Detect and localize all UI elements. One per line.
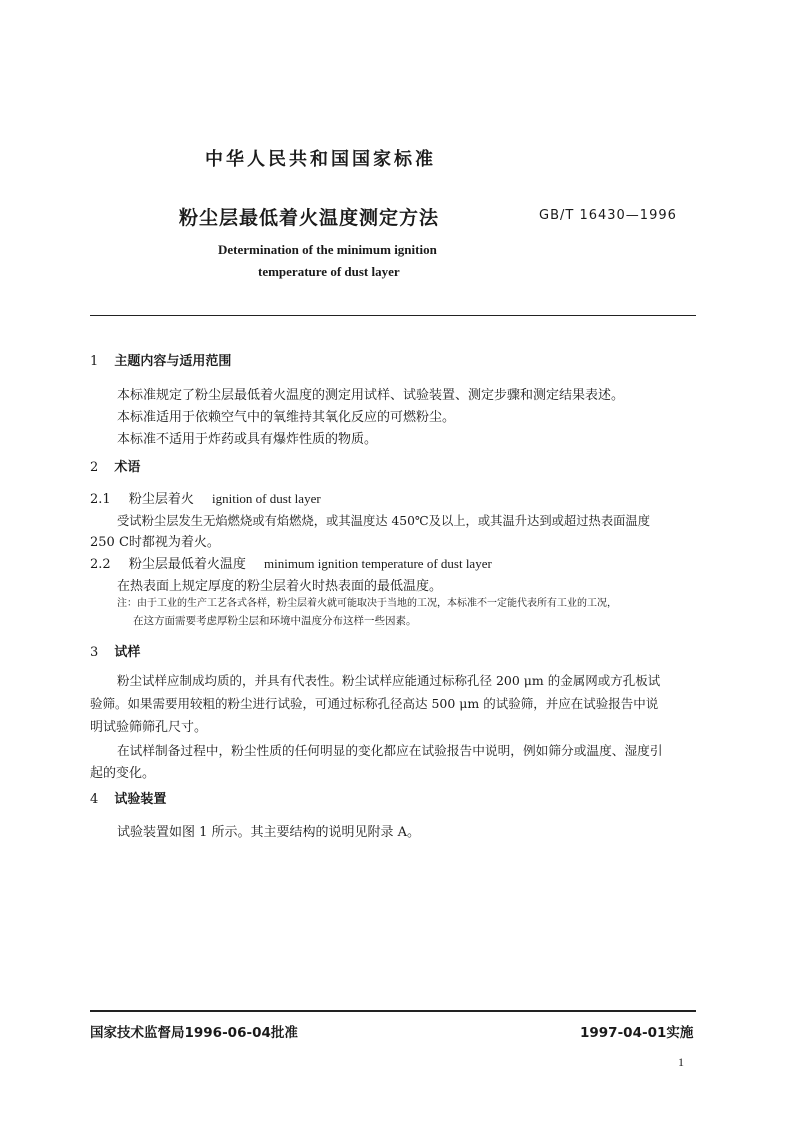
section-3-p2-line1: 在试样制备过程中，粉尘性质的任何明显的变化都应在试验报告中说明，例如筛分或温度、湿度引 [117, 743, 663, 758]
effective-date: 1997-04-01实施 [580, 1025, 694, 1041]
term-en: ignition of dust layer [211, 491, 321, 506]
section-title: 主题内容与适用范围 [114, 354, 232, 369]
footer-divider [90, 1010, 696, 1012]
section-3-heading [90, 641, 140, 660]
section-3-p2-line2: 起的变化。 [90, 766, 156, 781]
term-2-1-definition-line2: 250 C时都视为着火。 [90, 535, 220, 550]
section-title: 术语 [114, 460, 141, 475]
term-cn: 粉尘层着火 [128, 492, 194, 507]
section-number: 3 [90, 645, 99, 660]
term-cn: 粉尘层最低着火温度 [128, 557, 246, 572]
section-4-text: 试验装置如图 1 所示。其主要结构的说明见附录 A。 [117, 825, 421, 840]
national-standard-heading: 中华人民共和国国家标准 [205, 149, 436, 170]
term-2-2 [90, 553, 492, 572]
section-1-heading [90, 350, 231, 369]
header-divider [90, 315, 696, 316]
note-line1: 注：由于工业的生产工艺各式各样，粉尘层着火就可能取决于当地的工况，本标准不一定能代表所有工业的工况， [117, 598, 617, 609]
section-1-line-3: 本标准不适用于炸药或具有爆炸性质的物质。 [117, 432, 378, 447]
section-number: 4 [90, 792, 99, 807]
section-number: 1 [90, 354, 99, 369]
section-3-p1-line3: 明试验筛筛孔尺寸。 [90, 720, 208, 735]
section-2-heading [90, 456, 140, 475]
section-3-p1-line1: 粉尘试样应制成均质的，并具有代表性。粉尘试样应能通过标称孔径 200 μm 的金属网或方孔板试 [117, 673, 661, 688]
section-title: 试验装置 [114, 792, 167, 807]
term-2-1 [90, 488, 321, 507]
section-title: 试样 [114, 645, 141, 660]
page-number: 1 [678, 1055, 684, 1069]
term-en: minimum ignition temperature of dust layer [263, 556, 492, 571]
document-title-cn: 粉尘层最低着火温度测定方法 [179, 207, 440, 229]
section-3-p1-line2: 验筛。如果需要用较粗的粉尘进行试验，可通过标称孔径高达 500 μm 的试验筛，并应在试验报告中说 [90, 696, 659, 711]
note-line2: 在这方面需要考虑厚粉尘层和环境中温度分布这样一些因素。 [133, 615, 417, 627]
approval-date: 国家技术监督局1996-06-04批准 [90, 1025, 298, 1041]
section-number: 2 [90, 460, 99, 475]
section-1-line-1: 本标准规定了粉尘层最低着火温度的测定用试样、试验装置、测定步骤和测定结果表述。 [117, 388, 625, 403]
section-4-heading [90, 788, 166, 807]
term-number: 2.2 [90, 557, 111, 572]
standard-number: GB/T 16430—1996 [539, 208, 677, 223]
section-1-line-2: 本标准适用于依赖空气中的氧维持其氧化反应的可燃粉尘。 [117, 410, 456, 425]
term-2-2-definition: 在热表面上规定厚度的粉尘层着火时热表面的最低温度。 [117, 579, 443, 594]
term-number: 2.1 [90, 492, 111, 507]
document-title-en-line1: Determination of the minimum ignition [218, 242, 437, 257]
document-title-en-line2: temperature of dust layer [258, 264, 400, 279]
term-2-1-definition-line1: 受试粉尘层发生无焰燃烧或有焰燃烧，或其温度达 450℃及以上，或其温升达到或超过热表面温度 [117, 514, 651, 528]
